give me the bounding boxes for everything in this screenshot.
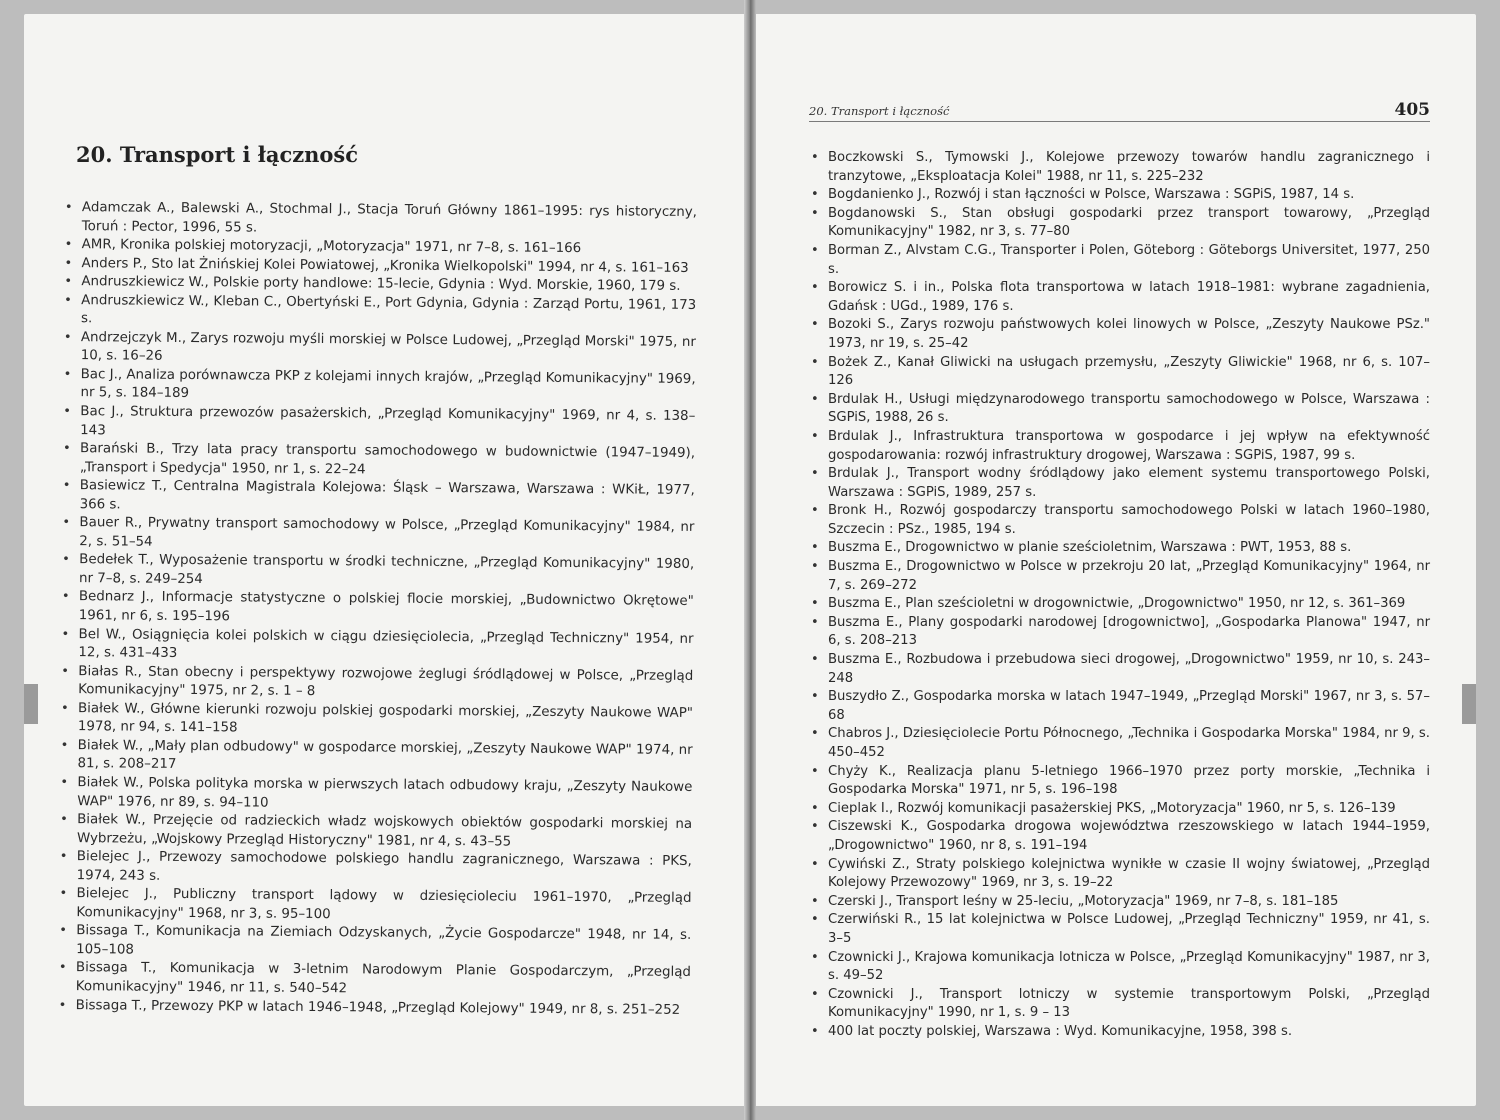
bibliography-entry: • Buszma E., Drogownictwo w planie sześcioletnim, Warszawa : PWT, 1953, 88 s. <box>808 539 1430 558</box>
bibliography-entry: • Białek W., „Mały plan odbudowy" w gospodarce morskiej, „Zeszyty Naukowe WAP" 1974, nr 81, s. 208–217 <box>57 737 692 779</box>
running-head <box>809 99 1430 122</box>
bibliography-entry: • Andruszkiewicz W., Polskie porty handlowe: 15-lecie, Gdynia : Wyd. Morskie, 1960, 179 s. <box>61 273 696 297</box>
left-thumb-tab <box>24 684 38 724</box>
bibliography-entry: • Bissaga T., Komunikacja w 3-letnim Narodowym Planie Gospodarczym, „Przegląd Komunikacyjny" 1946, nr 11, s. 540–542 <box>56 959 691 1001</box>
bibliography-entry: • Białek W., Polska polityka morska w pierwszych latach odbudowy kraju, „Zeszyty Naukowe WAP" 1976, nr 89, s. 94–110 <box>57 774 692 816</box>
bibliography-entry: • Brdulak H., Usługi międzynarodowego transportu samochodowego w Polsce, Warszawa : SGPiS, 1988, 26 s. <box>808 391 1430 428</box>
bibliography-entry: • Białas R., Stan obecny i perspektywy rozwojowe żeglugi śródlądowej w Polsce, „Przegląd Komunikacyjny" 1975, nr 2, s. 1 – 8 <box>58 663 693 705</box>
bibliography-entry: • Andruszkiewicz W., Kleban C., Obertyński E., Port Gdynia, Gdynia : Zarząd Portu, 1961, 173 s. <box>61 292 696 334</box>
bibliography-entry: • Barański B., Trzy lata pracy transportu samochodowego w budownictwie (1947–1949), „Transport i Spedycja" 1950, nr 1, s. 22–24 <box>60 440 695 482</box>
bibliography-entry: • Bednarz J., Informacje statystyczne o polskiej flocie morskiej, „Budownictwo Okrętowe" 1961, nr 6, s. 195–196 <box>59 588 694 630</box>
right-thumb-tab <box>1462 684 1476 724</box>
bibliography-entry: • Czerwiński R., 15 lat kolejnictwa w Polsce Ludowej, „Przegląd Techniczny" 1959, nr 41, s. 3–5 <box>808 911 1430 948</box>
bibliography-entry: • Anders P., Sto lat Żnińskiej Kolei Powiatowej, „Kronika Wielkopolski" 1994, nr 4, s. 161–163 <box>61 255 696 279</box>
bibliography-entry: • Buszma E., Plan sześcioletni w drogownictwie, „Drogownictwo" 1950, nr 12, s. 361–369 <box>808 595 1430 614</box>
bibliography-entry: • Czownicki J., Krajowa komunikacja lotnicza w Polsce, „Przegląd Komunikacyjny" 1987, nr 3, s. 49–52 <box>808 949 1430 986</box>
bibliography-entry: • Białek W., Główne kierunki rozwoju polskiej gospodarki morskiej, „Zeszyty Naukowe WAP" 1978, nr 94, s. 141–158 <box>58 700 693 742</box>
page-number: 405 <box>1394 100 1430 120</box>
bibliography-entry: • Bogdanienko J., Rozwój i stan łączności w Polsce, Warszawa : SGPiS, 1987, 14 s. <box>808 186 1430 205</box>
bibliography-entry: • Białek W., Przejęcie od radzieckich władz wojskowych obiektów gospodarki morskiej na Wybrzeżu, „Wojskowy Przegląd Historyczny" 1981, nr 4, s. 43–55 <box>57 811 692 853</box>
bibliography-entry: • Bielejec J., Przewozy samochodowe polskiego handlu zagranicznego, Warszawa : PKS, 1974, 243 s. <box>57 848 692 890</box>
right-bibliography-list <box>808 149 1430 1042</box>
bibliography-entry: • Borman Z., Alvstam C.G., Transporter i Polen, Göteborg : Göteborgs Universitet, 1977, 250 s. <box>808 242 1430 279</box>
bibliography-entry: • Bozoki S., Zarys rozwoju państwowych kolei linowych w Polsce, „Zeszyty Naukowe PSz." 1973, nr 19, s. 25–42 <box>808 316 1430 353</box>
bibliography-entry: • Chyży K., Realizacja planu 5-letniego 1966–1970 przez porty morskie, „Technika i Gospodarka Morska" 1971, nr 5, s. 196–198 <box>808 763 1430 800</box>
bibliography-entry: • Basiewicz T., Centralna Magistrala Kolejowa: Śląsk – Warszawa, Warszawa : WKiŁ, 1977, 366 s. <box>60 477 695 519</box>
bibliography-entry: • AMR, Kronika polskiej motoryzacji, „Motoryzacja" 1971, nr 7–8, s. 161–166 <box>62 236 697 260</box>
bibliography-entry: • Buszydło Z., Gospodarka morska w latach 1947–1949, „Przegląd Morski" 1967, nr 3, s. 57–68 <box>808 688 1430 725</box>
bibliography-entry: • Buszma E., Plany gospodarki narodowej [drogownictwo], „Gospodarka Planowa" 1947, nr 6, s. 208–213 <box>808 614 1430 651</box>
running-head-title: 20. Transport i łączność <box>809 104 950 118</box>
bibliography-entry: • Brdulak J., Transport wodny śródlądowy jako element systemu transportowego Polski, Warszawa : SGPiS, 1989, 257 s. <box>808 465 1430 502</box>
bibliography-entry: • Buszma E., Drogownictwo w Polsce w przekroju 20 lat, „Przegląd Komunikacyjny" 1964, nr 7, s. 269–272 <box>808 558 1430 595</box>
bibliography-entry: • Czerski J., Transport leśny w 25-leciu, „Motoryzacja" 1969, nr 7–8, s. 181–185 <box>808 893 1430 912</box>
bibliography-entry: • Bissaga T., Komunikacja na Ziemiach Odzyskanych, „Życie Gospodarcze" 1948, nr 14, s. 105–108 <box>56 922 691 964</box>
bibliography-entry: • Bac J., Struktura przewozów pasażerskich, „Przegląd Komunikacyjny" 1969, nr 4, s. 138–143 <box>60 403 695 445</box>
bibliography-entry: • Borowicz S. i in., Polska flota transportowa w latach 1918–1981: wybrane zagadnienia, Gdańsk : UGd., 1989, 176 s. <box>808 279 1430 316</box>
bibliography-entry: • Buszma E., Rozbudowa i przebudowa sieci drogowej, „Drogownictwo" 1959, nr 10, s. 243–248 <box>808 651 1430 688</box>
bibliography-entry: • Adamczak A., Balewski A., Stochmal J., Stacja Toruń Główny 1861–1995: rys historyczny, Toruń : Pector, 1996, 55 s. <box>62 199 697 241</box>
bibliography-entry: • Bel W., Osiągnięcia kolei polskich w ciągu dziesięciolecia, „Przegląd Techniczny" 1954, nr 12, s. 431–433 <box>58 626 693 668</box>
bibliography-entry: • Ciszewski K., Gospodarka drogowa województwa rzeszowskiego w latach 1944–1959, „Drogownictwo" 1960, nr 8, s. 191–194 <box>808 818 1430 855</box>
bibliography-entry: • Bac J., Analiza porównawcza PKP z kolejami innych krajów, „Przegląd Komunikacyjny" 1969, nr 5, s. 184–189 <box>60 366 695 408</box>
bibliography-entry: • Bielejec J., Publiczny transport lądowy w dziesięcioleciu 1961–1970, „Przegląd Komunikacyjny" 1968, nr 3, s. 95–100 <box>56 885 691 927</box>
bibliography-entry: • Brdulak J., Infrastruktura transportowa w gospodarce i jej wpływ na efektywność gospodarowania: rozwój infrastruktury drogowej, Warszawa : SGPiS, 1987, 99 s. <box>808 428 1430 465</box>
bibliography-entry: • Bedełek T., Wyposażenie transportu w środki techniczne, „Przegląd Komunikacyjny" 1980, nr 7–8, s. 249–254 <box>59 551 694 593</box>
bibliography-entry: • Bogdanowski S., Stan obsługi gospodarki przez transport towarowy, „Przegląd Komunikacyjny" 1982, nr 3, s. 77–80 <box>808 205 1430 242</box>
left-page <box>24 14 748 1106</box>
bibliography-entry: • Chabros J., Dziesięciolecie Portu Północnego, „Technika i Gospodarka Morska" 1984, nr 9, s. 450–452 <box>808 725 1430 762</box>
book-gutter <box>744 0 756 1120</box>
bibliography-entry: • Cywiński Z., Straty polskiego kolejnictwa wynikłe w czasie II wojny światowej, „Przegląd Kolejowy Przewozowy" 1969, nr 3, s. 19–22 <box>808 856 1430 893</box>
bibliography-entry: • Andrzejczyk M., Zarys rozwoju myśli morskiej w Polsce Ludowej, „Przegląd Morski" 1975, nr 10, s. 16–26 <box>61 329 696 371</box>
bibliography-entry: • Cieplak I., Rozwój komunikacji pasażerskiej PKS, „Motoryzacja" 1960, nr 5, s. 126–139 <box>808 800 1430 819</box>
bibliography-entry: • Bożek Z., Kanał Gliwicki na usługach przemysłu, „Zeszyty Gliwickie" 1968, nr 6, s. 107–126 <box>808 354 1430 391</box>
bibliography-entry: • Bronk H., Rozwój gospodarczy transportu samochodowego Polski w latach 1960–1980, Szczecin : PSz., 1985, 194 s. <box>808 502 1430 539</box>
bibliography-entry: • Boczkowski S., Tymowski J., Kolejowe przewozy towarów handlu zagranicznego i tranzytowe, „Eksploatacja Kolei" 1988, nr 11, s. 225–232 <box>808 149 1430 186</box>
left-bibliography-list <box>56 199 697 1020</box>
bibliography-entry: • Bissaga T., Przewozy PKP w latach 1946–1948, „Przegląd Kolejowy" 1949, nr 8, s. 251–252 <box>56 996 691 1020</box>
chapter-title: 20. Transport i łączność <box>76 142 359 167</box>
bibliography-entry: • Bauer R., Prywatny transport samochodowy w Polsce, „Przegląd Komunikacyjny" 1984, nr 2, s. 51–54 <box>59 514 694 556</box>
bibliography-entry: • 400 lat poczty polskiej, Warszawa : Wyd. Komunikacyjne, 1958, 398 s. <box>808 1023 1430 1042</box>
right-page <box>752 14 1476 1106</box>
bibliography-entry: • Czownicki J., Transport lotniczy w systemie transportowym Polski, „Przegląd Komunikacyjny" 1990, nr 1, s. 9 – 13 <box>808 986 1430 1023</box>
